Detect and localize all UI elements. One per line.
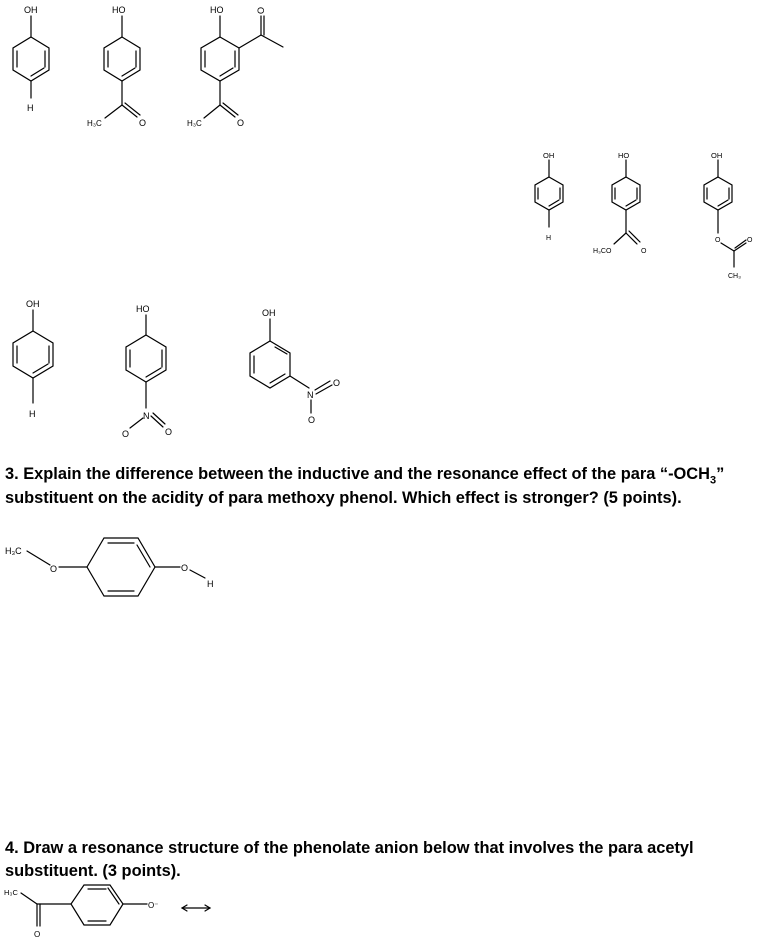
o-minus-label: O⁻: [148, 901, 159, 910]
ho-label: HO: [136, 304, 150, 314]
h-label: H: [207, 579, 214, 589]
oh-label: OH: [26, 299, 40, 309]
o-label: O: [165, 427, 173, 437]
h3c-label: H₃C: [5, 546, 22, 556]
h-label: H: [29, 409, 36, 419]
ho-label: HO: [618, 151, 630, 160]
oh-label: OH: [24, 5, 38, 15]
h3co-label: H₃CO: [593, 248, 612, 255]
ho-label: HO: [210, 5, 224, 15]
o-label: O: [308, 415, 316, 425]
question-3-line-1: 3. Explain the difference between the inductive and the resonance effect of the para “$-OCH_3$”: [5, 465, 725, 487]
ch3-label: CH₃: [728, 273, 741, 280]
molecule-phenol-3: [0, 295, 70, 430]
o-label: O: [122, 429, 130, 439]
o-label: O: [50, 564, 58, 574]
molecule-4-acetoxyphenol: [690, 145, 758, 285]
molecule-4-nitrophenol: [100, 295, 200, 440]
question-4-line-1: 4. Draw a resonance structure of the phenolate anion below that involves the para acetyl: [5, 839, 694, 857]
o-label: O: [641, 248, 647, 255]
molecule-4-acetylphenolate: [0, 880, 230, 942]
o-label: O: [747, 237, 753, 244]
h3c-label: H₃C: [187, 119, 202, 128]
molecule-4-hydroxyacetophenone: [75, 0, 165, 135]
h3c-label: H₃C: [87, 119, 102, 128]
molecule-3-nitrophenol: [225, 295, 355, 435]
oh-label: OH: [262, 308, 276, 318]
ho-label: HO: [112, 5, 126, 15]
o-label: O: [34, 930, 41, 939]
o-label: O: [181, 563, 189, 573]
molecule-methyl-4-hydroxybenzoate: [590, 145, 665, 265]
molecule-phenol-1: [0, 0, 70, 130]
molecule-phenol-2: [525, 145, 575, 250]
o-label: O: [715, 237, 721, 244]
molecule-p-methoxyphenol: [0, 520, 240, 610]
h-label: H: [27, 103, 34, 113]
n-label: N: [307, 390, 314, 400]
o-label: O: [256, 6, 266, 14]
question-3-line-2: substituent on the acidity of para methoxy phenol. Which effect is stronger? (5 points).: [5, 489, 682, 507]
molecule-diacetylphenol: [170, 0, 300, 135]
oh-label: OH: [711, 151, 723, 160]
o-label: O: [139, 118, 147, 128]
h3c-label: H₃C: [4, 888, 18, 897]
h-label: H: [546, 235, 552, 242]
question-4-line-2: substituent. (3 points).: [5, 862, 181, 880]
o-label: O: [333, 378, 341, 388]
n-label: N: [143, 411, 150, 421]
oh-label: OH: [543, 151, 555, 160]
o-label: O: [237, 118, 245, 128]
